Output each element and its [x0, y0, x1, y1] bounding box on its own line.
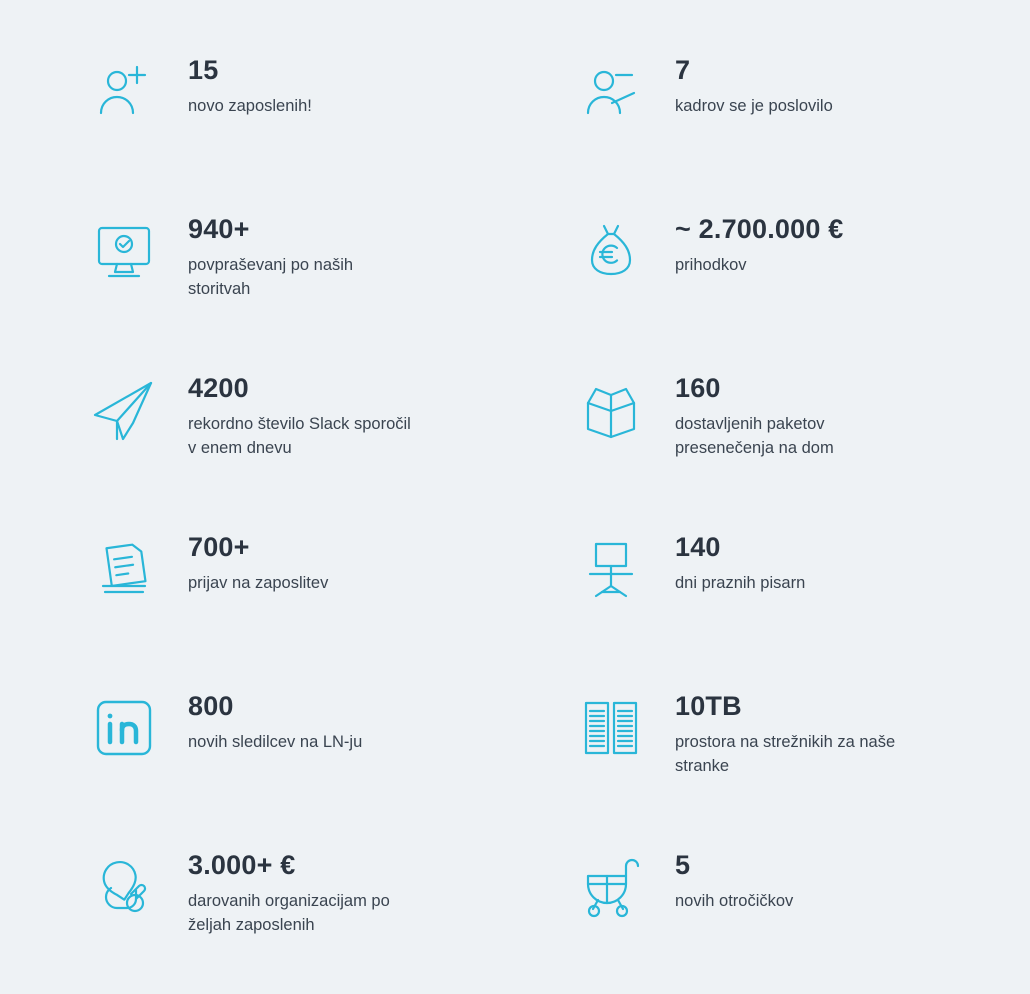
hand-donation-icon: [60, 835, 188, 931]
user-plus-icon: [60, 40, 188, 136]
stat-text: [675, 517, 805, 596]
user-minus-icon: [547, 40, 675, 136]
paper-plane-icon: [60, 358, 188, 454]
stat-label: prijav na zaposlitev: [188, 573, 329, 592]
stat-value: 5: [675, 850, 691, 880]
stat-value: 140: [675, 532, 721, 562]
stat-item: [515, 40, 1000, 199]
stat-text: [675, 835, 793, 914]
stat-text: [675, 199, 844, 278]
stat-item: [515, 358, 1000, 517]
stat-text: [675, 676, 905, 779]
stats-grid: [30, 40, 1000, 994]
stat-text: [188, 199, 418, 302]
stat-item: [30, 358, 515, 517]
office-chair-icon: [547, 517, 675, 613]
stat-item: [30, 40, 515, 199]
stat-text: [188, 835, 418, 938]
stat-text: [188, 676, 362, 755]
stat-item: [515, 676, 1000, 835]
stat-label: prostora na strežnikih za naše stranke: [675, 732, 896, 775]
stat-label: dni praznih pisarn: [675, 573, 806, 592]
stat-item: [30, 517, 515, 676]
stat-value: 3.000+ €: [188, 850, 296, 880]
stat-label: novih otročičkov: [675, 891, 794, 910]
stat-value: 10TB: [675, 691, 742, 721]
stat-label: dostavljenih paketov presenečenja na dom: [675, 414, 834, 457]
stat-item: [515, 835, 1000, 994]
stat-value: ~ 2.700.000 €: [675, 214, 844, 244]
stat-text: [188, 517, 328, 596]
document-stack-icon: [60, 517, 188, 613]
stat-item: [30, 835, 515, 994]
stat-item: [30, 676, 515, 835]
stat-text: [675, 40, 833, 119]
stat-label: novih sledilcev na LN-ju: [188, 732, 363, 751]
server-rack-icon: [547, 676, 675, 772]
money-bag-euro-icon: [547, 199, 675, 295]
stat-text: [188, 358, 418, 461]
stat-text: [675, 358, 905, 461]
stat-value: 7: [675, 55, 691, 85]
stat-item: [515, 517, 1000, 676]
stat-label: rekordno število Slack sporočil v enem dnevu: [188, 414, 411, 457]
stat-text: [188, 40, 312, 119]
stat-label: kadrov se je poslovilo: [675, 96, 833, 115]
stat-label: novo zaposlenih!: [188, 96, 312, 115]
stat-item: [515, 199, 1000, 358]
stat-value: 15: [188, 55, 219, 85]
stat-item: [30, 199, 515, 358]
stat-label: povpraševanj po naših storitvah: [188, 255, 354, 298]
stat-value: 4200: [188, 373, 249, 403]
open-box-icon: [547, 358, 675, 454]
stat-value: 940+: [188, 214, 250, 244]
linkedin-icon: [60, 676, 188, 772]
stat-label: prihodkov: [675, 255, 747, 274]
stat-value: 800: [188, 691, 234, 721]
stat-value: 700+: [188, 532, 250, 562]
baby-stroller-icon: [547, 835, 675, 931]
monitor-check-icon: [60, 199, 188, 295]
stat-label: darovanih organizacijam po željah zaposlenih: [188, 891, 390, 934]
stat-value: 160: [675, 373, 721, 403]
